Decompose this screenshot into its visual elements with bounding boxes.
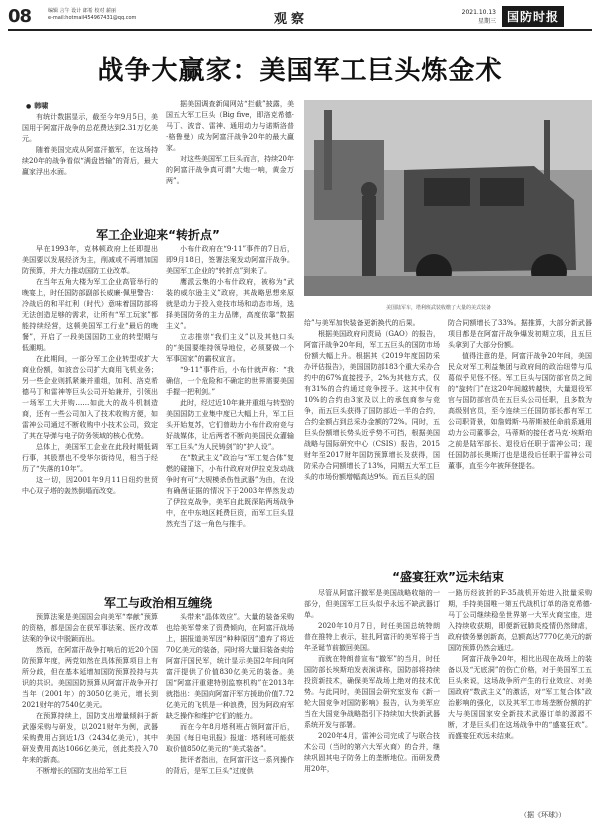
paragraph: 一路历经波折的F-35战机开始进入批量采购期，手持美国唯一第五代战机订单的洛克希德·马丁公司继续稳坐世界第一大军火商宝座，进入持续收获期，即便新冠肺炎疫情仍然肆虐，政府债务暴创新高，总额高达7770亿美元的新国防预算仍然会通过。 [448,589,592,652]
market-column-3 [304,318,440,550]
editor-line: 编辑 言午 设计 郎希 校对 薪丽 [48,8,116,14]
source-credit: （据《环球》） [520,811,566,819]
paragraph: 据美国调查新闻网站“拦截”披露，美国五大军工巨头（Big five，即洛克希德·马丁、波音、雷神、通用动力与诺斯洛普·格鲁曼）成为阿富汗战争20年的最大赢家。 [166,100,294,152]
paragraph: 鹰派云集的小布什政府，被称为“武装的威尔逊主义”政府，其战略思想来原就是动力于投入竞技市场和动态市场，选择美国防务的主力品牌，高度依靠“数据主义”。 [166,278,294,330]
feast-column-4 [448,588,592,808]
header-rule [8,29,592,31]
paragraph: 根据美国政府问责局（GAO）的报告，阿富汗战争20年间，军工五巨头的国防市场份额大幅上升。根据其《2019年度国防采办评估报告》，美国国防部183个重大采办合约中的67%直接授予，2%为其他方式，仅有31%的合约通过竞争授予。这其中仅有10%的合约由3家及以上的承包商参与竞争，而五巨头获得了国防部近一半的合约，合约金额占到总采办金额的72%。同时，五巨头份额增长势头近乎势不可挡，根据美国战略与国际研究中心（CSIS）报告，2015财年至2017财年国防预算增长及获得，国防采办合同额增长了13%，同期五大军工巨头的市场份额增幅高达9%。而五巨头的国 [304,330,440,481]
photo-caption: 美国陆军车，塔利班武装收缴了大量的美式装备 [386,305,492,311]
paragraph: 立志推崇“我们主义”以及其他口头的“美国要维持领导地位，必须要做一个军事国家”的霸权宣言。 [166,333,294,363]
paragraph: 值得注意的是，阿富汗战争20年间，美国民众对军工利益集团与政府间的政治纽带与瓜葛似乎见怪不怪。军工巨头与国防部官员之间的“旋转门”在这20年间越转越快，大量退役军官与国防部官员在五巨头公司任职，且多数为高级别官员，至今连续三任国防部长都有军工公司职背景，如詹姆斯·马蒂斯被任命前系通用动力公司董事会，马蒂斯的接任者马克·埃斯珀之前是陆军部长、退役后任职于雷神公司；现任国防部长奥斯汀也是退役后任职于雷神公司董事，直至今年被拜登提名。 [448,352,592,470]
paragraph: 有统计数据显示，截至今年9月5日，美国用于阿富汗战争的总花费达到2.31万亿美元。 [22,113,158,143]
paragraph: 在此期间，一部分军工企业转型或扩大商业份额，如波音公司扩大商用飞机业务；另一些企业则抓紧兼并重组，加利、洛克希德马丁和雷神等巨头公司开始兼并，引领出一场军工大并购……如此大的战斗机制造商，还有一些公司加入了技术收购方便，如雷神公司通过不断收购中小技术公司，致定了其在导弹与电子防务领域的核心优势。 [22,355,158,440]
author-byline: ● 韩啸 [26,101,48,111]
paragraph: 在预算持续上，国防支出增量倾斜于新武器采购与研发，以2021财年为例，武器采购费用占到近1/3（2434亿美元），其中研发费用高达1066亿美元，创此类投入70年来的新高。 [22,712,158,764]
masthead-logo: 国防时报 [502,6,564,27]
news-photo [304,100,592,296]
issue-date [460,8,496,26]
subhead-politics: 军工与政治相互缠绕 [103,596,212,610]
turning-point-column-2 [166,244,294,586]
paragraph: 头带来“晶体效应”。大量的装备采购也给美军带来了资费倾向，在阿富汗战场上，据报道美军因“种种原因”遗弃了将近70亿美元的装备，同时将大量旧装备卖给阿富汗国民军，统计显示美国2年间向阿富汗提供了价值830亿美元的装备。美国“阿富汗重建特别监察机构”在2013年就指出：美国向阿富汗军方援助价值7.72亿美元的飞机是一种浪费，因为阿政府军缺乏操作和维护它们的能力。 [166,613,294,720]
paragraph: 早在1993年，克林顿政府上任即提出美国要以发展经济为主，削减或不再增加国防预算，并大力推动国防工业改革。 [22,245,158,275]
turning-point-column-1 [22,244,158,586]
paragraph: 而就在特朗普宣布“撤军”的当月，时任国防部长埃斯珀发表演讲称，国防部将持续投资新技术，确保美军战场上绝对的技术优势。与此同时，美国国会研究室发布《新一轮大国竞争对国防影响》报告，认为美军应当在大国竞争战略指引下持续加大快新武器系统开发与部署。 [304,655,440,729]
photo-illustration [304,100,592,296]
section-name: 观察 [274,12,309,27]
politics-column-1 [22,612,158,818]
intro-column-2 [166,99,294,221]
subhead-feast: “盛宴狂欢”远未结束 [392,570,504,584]
paragraph: 在当年五角大楼为军工企业高管举行的晚宴上，时任国防部副部长威廉·佩里警告：冷战后的和平红利（时代）意味着国防部将无法创造足够的需求，让所有“军工玩家”都能持续经营，这顿美国军工行业“最后的晚餐”，开启了一段美国国防工业的转型期与低潮期。 [22,278,158,352]
page-number: 08 [8,6,32,27]
paragraph: 2020年4月，雷神公司完成了与联合技术公司（当时的第六大军火商）的合并，继续巩固其电子防务上的垄断地位。而研发费用20年， [304,732,440,773]
market-column-4 [448,318,592,550]
paragraph: 不断增长的国防支出给军工巨 [36,767,127,775]
weekday-text: 星期三 [477,18,496,25]
paragraph: 而在今年8月塔利班占领阿富汗后，美国《每日电讯报》报道：塔利班可能获取价值850亿美元的“美式装备”。 [166,723,294,753]
paragraph: 给”与美军加快装备更新换代的后果。 [304,319,420,327]
paragraph: 在“数武主义”政治与“军工复合体”复燃的碰撞下，小布什政府对伊拉克发动战争时有可“大规模杀伤性武器”为由，在没有确凿证据的情况下于2003年悍然发动了伊拉克战争，美军自此既深陷两场战争中，在中东地区耗费巨资，而军工巨头显然充当了这一角色与推手。 [166,454,294,528]
paragraph: 阿富汗战争20年，相比出现在战场上的装备以及“无底洞”的伤亡价格，对于美国军工五巨头来说，这场战争所产生的行业效应、对美国政府“数武主义”的激活，对“军工复合体”政治影响的强化，以及其军工市场垄断份额的扩大与美国国家安全新技术武器订单的源源不断，才是巨头们在这场战争中的“盛宴狂欢”。而盛宴狂欢远未结束。 [448,655,592,740]
paragraph: 2020年10月7日，时任美国总统特朗普在推特上表示，驻扎阿富汗的美军将于当年圣诞节前撤回美国。 [304,622,440,652]
paragraph: 批评者指出，在阿富汗这一系列操作的背后，是军工巨头“过度供 [166,756,294,775]
paragraph: 小布什政府在“9·11”事件的7日后，即9月18日，签署法案发动阿富汗战争。美国军工企业的“转折点”到来了。 [166,245,294,275]
paragraph: 预算法案是美国国会向美军“奉献”预算的资格，都是国会在获军事法案、医疗改革法案的争议中脱颖而出。 [22,613,158,643]
intro-column-1 [22,112,158,220]
page-header [8,6,592,28]
feast-column-3 [304,588,440,820]
date-text: 2021.10.13 [461,9,496,16]
subhead-turning-point: 军工企业迎来“转折点” [96,228,220,242]
paragraph: “9·11”事件后，小布什就声称：“我确信，一个危险和不确定的世界需要美国手握一把利剑。” [166,366,294,396]
paragraph: 总体上，美国军工企业在此段时期低调行事，其股票也不受华尔街待见，相当于经历了“失落的10年”。 [22,443,158,473]
editor-info [48,8,136,22]
paragraph: 随着美国完成从阿富汗撤军，在这场持续20年的战争看似“满盘皆输”的背后，最大赢家浮出水面。 [22,146,158,176]
paragraph: 这一切，因2001年9月11日纽约世贸中心双子塔的轰然倒塌而改变。 [22,476,158,495]
paragraph: 对这些美国军工巨头而言，持续20年的阿富汗战争真可谓“大炮一响，黄金万两”。 [166,155,294,185]
headline: 战争大赢家：美国军工巨头炼金术 [97,56,503,86]
paragraph: 此时，经过近10年兼并重组与转型的美国国防工业集中度已大幅上升，军工巨头开始复苏，它们曾助力小布什政府竞与好战媒体，让后两者不断向美国民众灌输军工巨头“为人民铸剑”的“护人设”。 [166,399,294,451]
email-line: e-mail:hotmail454967431@qq.com [48,15,137,21]
politics-column-2 [166,612,294,818]
paragraph: 防合同额增长了33%。据推算，大部分新武器项目都是在阿富汗战争爆发初期立项，且五巨头拿到了大部分份额。 [448,319,592,349]
paragraph: 尽管从阿富汗撤军是美国战略收缩的一部分，但美国军工巨头似乎永远不缺武器订单。 [304,589,440,619]
paragraph: 然而，在阿富汗战争打响后的近20个国防预算年度，两党如然在具体预算项目上有所分歧，但在基本延增加国防预算投持与共识的共识。美国国防预算从阿富汗战争开打当年（2001年）的3050亿美元，增长到2021财年的7540亿美元。 [22,646,158,709]
